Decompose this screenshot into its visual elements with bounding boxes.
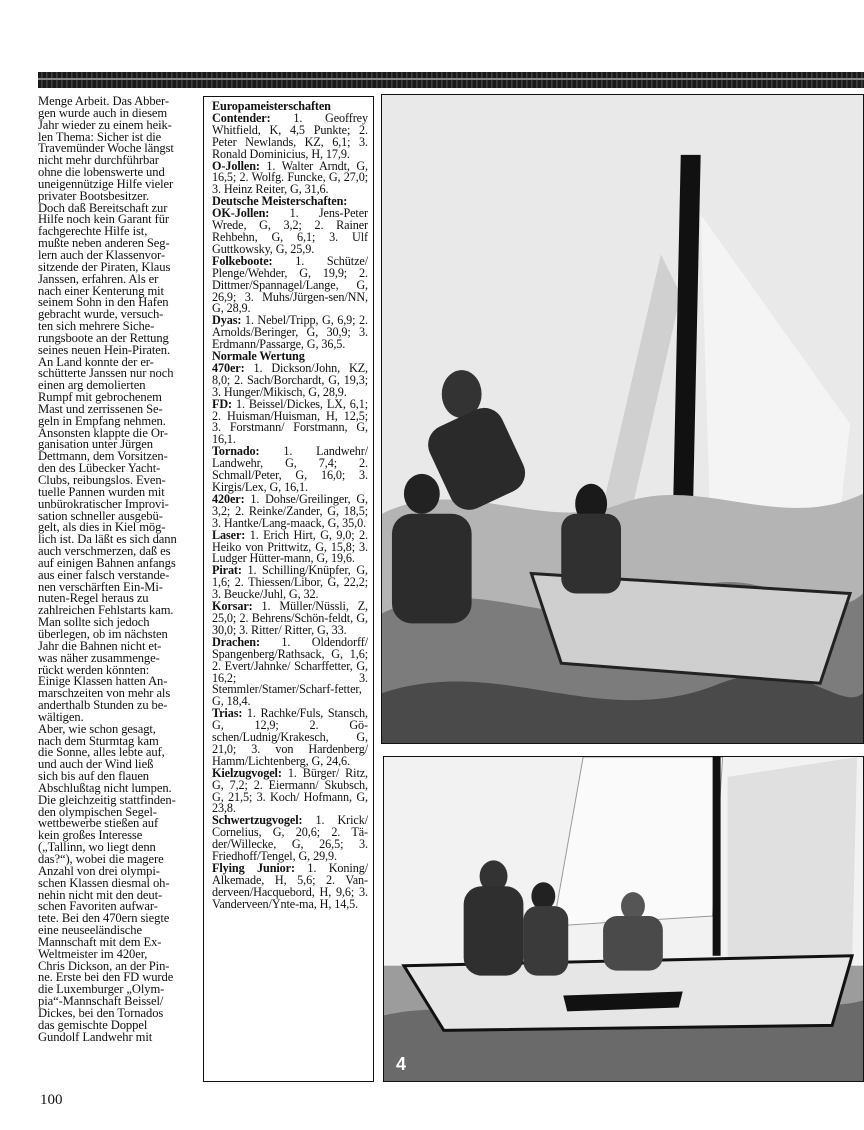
- article-line: anderthalb Stunden zu be-: [38, 698, 168, 713]
- article-line: auf einigen Bahnen anfangs: [38, 555, 176, 570]
- photo-number: 4: [396, 1054, 407, 1074]
- article-line: die Sonne, alles lebte auf,: [38, 745, 165, 760]
- article-line: gen wurde auch in diesem: [38, 105, 168, 120]
- article-line: Janssen, erfahren. Als er: [38, 271, 159, 286]
- article-line: Die gleichzeitig stattfinden-: [38, 792, 176, 807]
- article-line: sich bis auf den flauen: [38, 769, 150, 784]
- article-line: lich ist. Da läßt es sich dann: [38, 532, 177, 547]
- results-entry: [212, 110, 368, 161]
- results-entry: [212, 446, 368, 494]
- class-results: 1. Dickson/John, KZ, 8,0; 2. Sach/Borchardt, G, 19,3; 3. Hunger/Mikisch, G, 28,9.: [212, 360, 368, 399]
- results-entry: [212, 527, 368, 566]
- class-label: Trias:: [212, 706, 243, 721]
- class-results: 1. Erich Hirt, G, 9,0; 2. Heiko von Prittwitz, G, 15,8; 3. Ludger Hütter-mann, G, 19,6.: [212, 527, 368, 566]
- article-line: ten sich mehrere Siche-: [38, 319, 155, 334]
- class-results: 1. Beissel/Dickes, LX, 6,1; 2. Huisman/Huisman, H, 12,5; 3. Forstmann/ Forstmann, G, 16,1.: [212, 396, 368, 447]
- results-entry: [212, 601, 368, 637]
- dinghy-illustration: [382, 95, 863, 743]
- sailboat-photo: [383, 756, 864, 1082]
- sailboat-illustration: [384, 757, 863, 1081]
- article-line: Mast und zerrissenen Se-: [38, 401, 163, 416]
- article-line: ohne die lobenswerte und: [38, 165, 165, 180]
- class-label: 420er:: [212, 491, 245, 506]
- class-results: 1. Müller/Nüssli, Z, 25,0; 2. Behrens/Schön-feldt, G, 30,0; 3. Ritter/ Ritter, G, 33.: [212, 599, 368, 637]
- article-line: schen Favoriten aufwar-: [38, 899, 158, 914]
- article-line: nuten-Regel heraus zu: [38, 591, 149, 606]
- article-line: auch verschmerzen, daß es: [38, 544, 171, 559]
- class-label: Schwertzugvogel:: [212, 813, 303, 828]
- article-line: Man sollte sich jedoch: [38, 615, 150, 630]
- results-entry: [212, 158, 368, 197]
- article-line: Anzahl von drei olympi-: [38, 863, 160, 878]
- article-line: zahlreichen Fehlstarts kam.: [38, 603, 174, 618]
- article-line: aus einer falsch verstande-: [38, 567, 170, 582]
- article-line: rückt werden könnten:: [38, 662, 150, 677]
- article-line: Menge Arbeit. Das Abber-: [38, 94, 169, 108]
- results-entry: [212, 360, 368, 399]
- article-line: Gundolf Landwehr mit: [38, 1029, 153, 1044]
- results-entry: [212, 863, 368, 911]
- class-label: 470er:: [212, 360, 245, 375]
- article-line: nicht mehr durchführbar: [38, 153, 159, 168]
- article-line: („Tallinn, wo liegt denn: [38, 840, 156, 855]
- article-line: marschzeiten von mehr als: [38, 686, 171, 701]
- header-rule: [38, 72, 864, 88]
- article-line: len Thema: Sicher ist die: [38, 129, 162, 144]
- article-line: kein großes Interesse: [38, 828, 143, 843]
- results-entry: [212, 491, 368, 530]
- article-line: die Luxemburger „Olym-: [38, 982, 165, 997]
- article-line: tete. Bei den 470ern siegte: [38, 911, 170, 926]
- class-label: Dyas:: [212, 313, 242, 328]
- results-entry: [212, 815, 368, 863]
- class-label: Laser:: [212, 527, 246, 542]
- results-box: [203, 96, 374, 1082]
- article-line: Hilfe noch kein Garant für: [38, 212, 169, 227]
- article-line: Dickes, bei den Tornados: [38, 1005, 164, 1020]
- sailing-dinghy-photo: [381, 94, 864, 744]
- article-line: schen Klassen diesmal oh-: [38, 875, 170, 890]
- article-line: privater Bootsbesitzer.: [38, 188, 150, 203]
- article-line: das?“), wobei die magere: [38, 852, 164, 866]
- class-results: 1. Schütze/ Plenge/Wehder, G, 19,9; 2. Dittmer/Spannagel/Lange, G, 26,9; 3. Muhs/Jürgen-sen/NN, G, 28,9.: [212, 253, 368, 316]
- results-entry: [212, 565, 368, 601]
- article-line: Ansonsten klappte die Or-: [38, 425, 168, 440]
- article-line: lern auch der Klassenvor-: [38, 247, 165, 262]
- article-line: wältigen.: [38, 709, 84, 724]
- article-line: sation schneller ausgebü-: [38, 508, 163, 523]
- article-line: seines neuen Hein-Piraten.: [38, 342, 171, 357]
- article-line: nach einer Kenterung mit: [38, 283, 164, 298]
- article-line: rungsboote an der Rettung: [38, 330, 169, 345]
- class-results: 1. Dohse/Greilinger, G, 3,2; 2. Reinke/Zander, G, 18,5; 3. Hantke/Lang-maack, G, 35,0.: [212, 491, 368, 530]
- article-line: ne. Erste bei den FD wurde: [38, 970, 174, 985]
- article-line: schütterte Janssen nur noch: [38, 366, 174, 381]
- article-line: Chris Dickson, an der Pin-: [38, 958, 170, 973]
- article-line: Rumpf mit gebrochenem: [38, 390, 162, 405]
- article-line: Jahr wieder zu einem heik-: [38, 117, 172, 132]
- results-entry: [212, 208, 368, 256]
- class-results: 1. Jens-Peter Wrede, G, 3,2; 2. Rainer Rehbehn, G, 6,1; 3. Ulf Guttkowsky, G, 25,9.: [212, 206, 368, 256]
- class-results: 1. Bürger/ Ritz, G, 7,2; 2. Eiermann/ Skubsch, G, 21,5; 3. Koch/ Hofmann, G, 23,8.: [212, 765, 368, 816]
- class-results: 1. Oldendorff/ Spangenberg/Rathsack, G, 1,6; 2. Evert/Jahnke/ Scharffetter, G, 16,2; 3. Stemmler/Stamer/Scharf-fetter, G, 18,4.: [212, 634, 368, 709]
- results-entry: [212, 253, 368, 316]
- results-entry: [212, 765, 368, 816]
- article-line: Mannschaft mit dem Ex-: [38, 934, 162, 949]
- article-line: überlegen, ob im nächsten: [38, 626, 168, 641]
- article-line: nen verschärften Ein-Mi-: [38, 579, 163, 594]
- article-line: und auch der Wind ließ: [38, 757, 154, 772]
- article-line: mußte neben anderen Seg-: [38, 236, 170, 251]
- class-label: FD:: [212, 396, 233, 411]
- results-heading: Deutsche Meisterschaften:: [212, 194, 348, 209]
- article-line: ganisation unter Jürgen: [38, 437, 153, 452]
- class-label: Folkeboote:: [212, 253, 273, 268]
- article-line: den olympischen Segel-: [38, 804, 157, 819]
- class-results: 1. Walter Arndt, G, 16,5; 2. Wolfg. Funcke, G, 27,0; 3. Heinz Reiter, G, 31,6.: [212, 158, 368, 197]
- article-line: gelt, als dies in Kiel mög-: [38, 520, 166, 535]
- article-line: Clubs, reibungslos. Even-: [38, 473, 166, 487]
- article-line: unbürokratischer Improvi-: [38, 496, 169, 511]
- results-entry: [212, 315, 368, 351]
- class-results: 1. Rachke/Fuls, Stansch, G, 12,9; 2. Gö-schen/Ludnig/Krakesch, G, 21,0; 3. von Hardenberg/ Hamm/Lichtenberg, G, 24,6.: [212, 706, 368, 768]
- class-label: Contender:: [212, 110, 271, 125]
- class-label: O-Jollen:: [212, 158, 260, 173]
- class-results: 1. Krick/ Cornelius, G, 20,6; 2. Tä-der/Willecke, G, 26,5; 3. Friedhoff/Tengel, G, 29,9.: [212, 813, 368, 864]
- article-line: Dettmann, dem Vorsitzen-: [38, 449, 168, 464]
- class-results: 1. Geoffrey Whitfield, K, 4,5 Punkte; 2. Peter Newlands, KZ, 6,1; 3. Ronald Dominicius, H, 17,9.: [212, 110, 368, 161]
- article-line: nach dem Sturmtag kam: [38, 733, 159, 748]
- class-label: Tornado:: [212, 444, 260, 459]
- class-label: Drachen:: [212, 634, 260, 649]
- article-line: nehin nicht mit den deut-: [38, 887, 163, 902]
- class-label: Kielzugvogel:: [212, 765, 282, 780]
- article-line: geln in Empfang nehmen.: [38, 413, 166, 428]
- class-results: 1. Nebel/Tripp, G, 6,9; 2. Arnolds/Beringer, G, 30,9; 3. Erdmann/Passarge, G, 36,5.: [212, 313, 368, 352]
- page-number: 100: [40, 1092, 63, 1108]
- article-line: uneigennützige Hilfe vieler: [38, 176, 174, 191]
- results-entry: [212, 396, 368, 447]
- class-results: 1. Schilling/Knüpfer, G, 1,6; 2. Thiessen/Libor, G, 22,2; 3. Beucke/Juhl, G, 32.: [212, 563, 368, 602]
- article-line: den des Lübecker Yacht-: [38, 461, 161, 476]
- article-line: Abschlußtag nicht lumpen.: [38, 780, 172, 795]
- article-line: Travemünder Woche längst: [38, 141, 174, 156]
- article-line: einen arg demolierten: [38, 378, 146, 393]
- class-label: OK-Jollen:: [212, 206, 270, 221]
- class-label: Pirat:: [212, 563, 242, 578]
- article-line: was näher zusammenge-: [38, 650, 160, 665]
- article-line: tuelle Pannen wurden mit: [38, 484, 165, 499]
- results-entry: [212, 634, 368, 709]
- class-label: Flying Junior:: [212, 861, 295, 875]
- article-line: eine neuseeländische: [38, 923, 142, 938]
- results-heading: Normale Wertung: [212, 349, 305, 364]
- results-heading: Europameisterschaften: [212, 99, 331, 113]
- article-line: Aber, wie schon gesagt,: [38, 721, 156, 736]
- article-line: das gemischte Doppel: [38, 1017, 148, 1032]
- article-line: wettbewerbe stießen auf: [38, 816, 159, 831]
- article-line: Doch daß Bereitschaft zur: [38, 200, 168, 215]
- article-line: gebracht wurde, versuch-: [38, 307, 164, 322]
- class-label: Korsar:: [212, 599, 253, 614]
- article-line: Weltmeister im 420er,: [38, 946, 148, 961]
- article-text-column: [38, 96, 198, 1044]
- article-line: An Land konnte der er-: [38, 354, 154, 369]
- article-line: pia“-Mannschaft Beissel/: [38, 994, 164, 1009]
- class-results: 1. Koning/ Alkemade, H, 5,6; 2. Van-derveen/Hacquebord, H, 9,6; 3. Vanderveen/Ynte-ma, H, 14,5.: [212, 861, 368, 911]
- results-entry: [212, 708, 368, 768]
- class-results: 1. Landwehr/ Landwehr, G, 7,4; 2. Schmall/Peter, G, 16,0; 3. Kirgis/Lex, G, 16,1.: [212, 444, 368, 494]
- article-line: seinem Sohn in den Hafen: [38, 295, 169, 310]
- article-line: Jahr die Bahnen nicht et-: [38, 638, 162, 653]
- article-line: fachgerechte Hilfe ist,: [38, 224, 148, 239]
- article-line: Einige Klassen hatten An-: [38, 674, 168, 689]
- article-line: sitzende der Piraten, Klaus: [38, 259, 171, 274]
